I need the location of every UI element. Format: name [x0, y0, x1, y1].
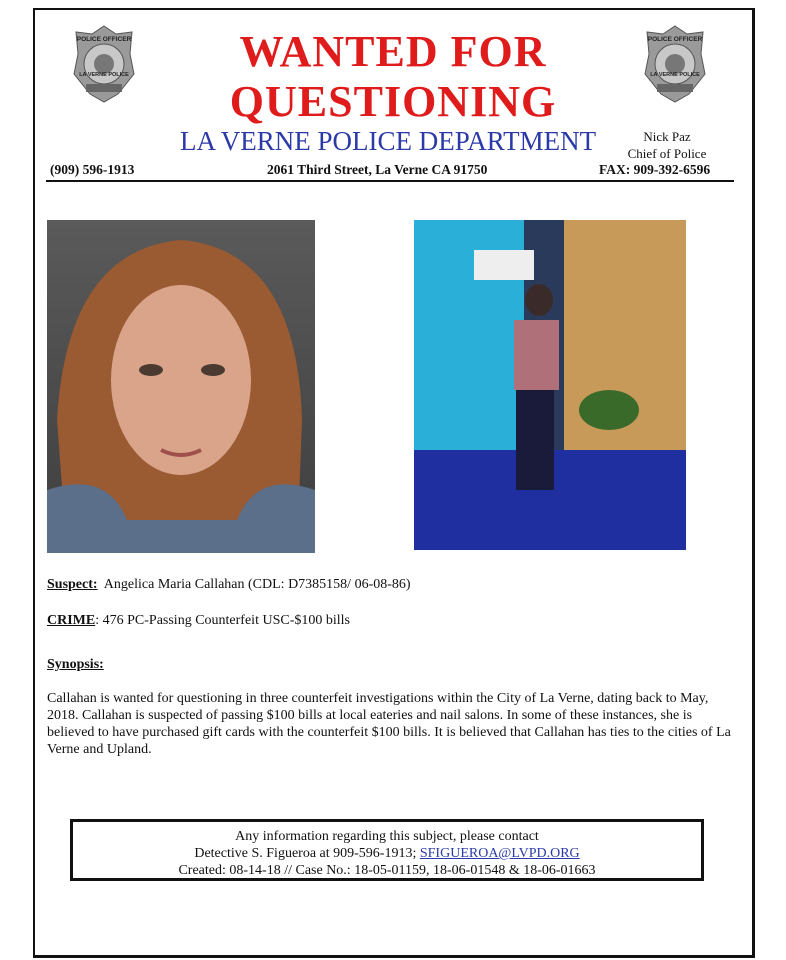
contact-line2 — [73, 845, 701, 862]
chief-name: Nick Paz — [643, 129, 691, 144]
crime-line — [47, 612, 350, 629]
fax-number: FAX: 909-392-6596 — [599, 162, 711, 177]
contact-line1: Any information regarding this subject, please contact — [235, 829, 539, 844]
badge-right-text-top: POLICE OFFICER — [647, 36, 703, 43]
crime-value: : 476 PC-Passing Counterfeit USC-$100 bills — [95, 613, 350, 628]
address: 2061 Third Street, La Verne CA 91750 — [267, 162, 488, 177]
header-divider — [46, 180, 734, 182]
contact-box — [70, 819, 704, 881]
chief-info — [612, 128, 722, 162]
synopsis-text: Callahan is wanted for questioning in three counterfeit investigations within the City of La Verne, dating back to May, 2018. Callahan is suspected of passing $100 bills at local eateries and nail salons. In some of these instances, she is believed to have purchased gift cards with the counterfeit $100 bills. It is believed that Callahan has ties to the cities of La Verne and Upland. — [47, 691, 731, 757]
badge-right-text-bottom: LA VERNE POLICE — [650, 72, 700, 78]
phone-number: (909) 596-1913 — [50, 162, 135, 177]
poster-title-line2: QUESTIONING — [229, 77, 557, 126]
contact-email-link[interactable]: SFIGUEROA@LVPD.ORG — [419, 846, 580, 861]
chief-title: Chief of Police — [627, 146, 707, 161]
suspect-label: Suspect: — [47, 577, 98, 592]
surveillance-photo — [414, 220, 686, 550]
crime-label: CRIME — [47, 613, 96, 628]
badge-left-text-top: POLICE OFFICER — [76, 36, 132, 43]
contact-detective: Detective S. Figueroa at 909-596-1913; — [194, 846, 420, 861]
contact-line3: Created: 08-14-18 // Case No.: 18-05-01159, 18-06-01548 & 18-06-01663 — [178, 863, 596, 878]
department-name: LA VERNE POLICE DEPARTMENT — [180, 126, 597, 156]
suspect-value: Angelica Maria Callahan (CDL: D7385158/ 06-08-86) — [103, 577, 411, 592]
poster-title-line1: WANTED FOR — [239, 27, 547, 76]
badge-left-text-bottom: LA VERNE POLICE — [79, 72, 129, 78]
suspect-mugshot — [47, 220, 315, 553]
suspect-line — [47, 576, 411, 593]
synopsis-label: Synopsis: — [47, 657, 104, 672]
